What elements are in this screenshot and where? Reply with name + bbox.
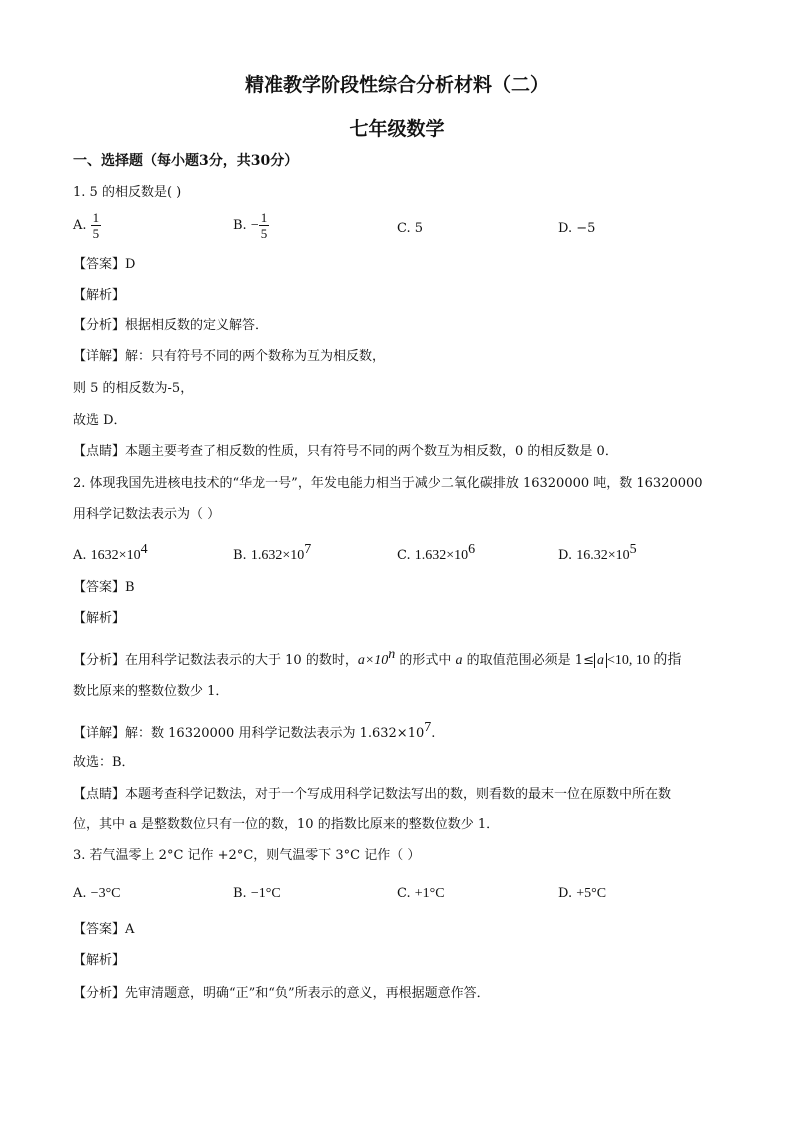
q1-option-a — [73, 210, 101, 241]
fenxi-text: 根据相反数的定义解答． — [125, 318, 269, 333]
q2-option-d — [558, 541, 637, 565]
answer-value: A — [125, 922, 135, 937]
option-letter: D. — [558, 886, 573, 901]
answer-value: D — [125, 257, 136, 272]
q1-option-b — [233, 210, 269, 241]
q3-answer — [73, 921, 134, 939]
q3-analysis-tag: 【解析】 — [73, 953, 126, 968]
q2-dianjing-line2: 位，其中 a 是整数数位只有一位的数，10 的指数比原来的整数位数少 1． — [73, 817, 500, 832]
dianjing-tag: 【点睛】 — [73, 444, 126, 459]
xiangjie-text: . — [431, 726, 436, 741]
exponent: 7 — [424, 720, 432, 735]
option-letter: A. — [73, 886, 87, 901]
option-value: +1°C — [414, 886, 445, 901]
math-expression: a×10 — [357, 653, 389, 668]
option-letter: D. — [558, 548, 573, 563]
fenxi-text: <10, 10 的指 — [606, 653, 682, 668]
q2-fenxi-line2: 数比原来的整数位数少 1． — [73, 684, 229, 699]
option-letter: B. — [233, 548, 247, 563]
xiangjie-text: 解：数 16320000 用科学记数法表示为 1.632×10 — [125, 726, 425, 741]
q1-option-c: C. 5 — [397, 221, 424, 236]
dianjing-text: 本题主要考查了相反数的性质，只有符号不同的两个数互为相反数，0 的相反数是 0． — [125, 444, 618, 459]
q1-line2: 则 5 的相反数为-5， — [73, 381, 194, 396]
math-variable: a — [455, 653, 463, 668]
option-value: 1.632×10 — [250, 548, 305, 563]
exponent: 7 — [304, 542, 312, 557]
document-title: 精准教学阶段性综合分析材料（二） — [244, 74, 549, 96]
q2-fenxi — [73, 646, 681, 670]
q1-fenxi — [73, 317, 268, 335]
q3-fenxi — [73, 985, 490, 1003]
q3-stem: 3. 若气温零上 2°C 记作 +2°C，则气温零下 3°C 记作（ ） — [73, 848, 421, 863]
q3-option-b — [233, 885, 281, 903]
answer-tag: 【答案】 — [73, 580, 126, 595]
option-letter: C. — [397, 548, 411, 563]
answer-value: B — [125, 580, 135, 595]
q2-stem-line2: 用科学记数法表示为（ ） — [73, 507, 221, 522]
q2-answer — [73, 579, 135, 597]
dianjing-tag: 【点睛】 — [73, 787, 126, 802]
q2-option-a — [73, 541, 148, 565]
absolute-value: a — [594, 653, 607, 668]
xiangjie-text: 解：只有符号不同的两个数称为互为相反数， — [125, 349, 386, 364]
option-value: −3°C — [90, 886, 121, 901]
q1-line3: 故选 D． — [73, 413, 127, 428]
option-letter: A. — [73, 218, 87, 233]
option-letter: B. — [233, 218, 247, 233]
fenxi-tag: 【分析】 — [73, 318, 126, 333]
xiangjie-tag: 【详解】 — [73, 349, 126, 364]
option-letter: C. — [397, 886, 411, 901]
fraction — [259, 210, 270, 241]
exponent: n — [388, 647, 396, 662]
numerator: 1 — [92, 210, 100, 225]
exponent: 6 — [468, 542, 476, 557]
answer-tag: 【答案】 — [73, 922, 126, 937]
q2-analysis-tag: 【解析】 — [73, 611, 126, 626]
q1-stem: 1. 5 的相反数是( ) — [73, 185, 182, 200]
q2-option-b — [233, 541, 311, 565]
q1-answer — [73, 256, 135, 274]
q1-option-d: D. −5 — [558, 221, 596, 236]
q2-option-c — [397, 541, 475, 565]
denominator: 5 — [92, 226, 100, 241]
fenxi-tag: 【分析】 — [73, 653, 126, 668]
option-value: −1°C — [250, 886, 281, 901]
option-letter: A. — [73, 548, 87, 563]
q3-option-c — [397, 885, 445, 903]
q1-analysis-tag: 【解析】 — [73, 288, 126, 303]
q2-dianjing — [73, 786, 671, 804]
dianjing-text: 本题考查科学记数法，对于一个写成用科学记数法写出的数，则看数的最末一位在原数中所在数 — [125, 787, 672, 802]
option-letter: B. — [233, 886, 247, 901]
document-subtitle: 七年级数学 — [349, 118, 445, 140]
fenxi-tag: 【分析】 — [73, 986, 126, 1001]
option-value: +5°C — [576, 886, 607, 901]
option-value: 16.32×10 — [576, 548, 630, 563]
option-value: 1.632×10 — [414, 548, 469, 563]
denominator: 5 — [260, 226, 268, 241]
fenxi-text: 的取值范围必须是 1≤ — [462, 653, 594, 668]
fenxi-text: 先审清题意，明确“正”和“负”所表示的意义，再根据题意作答． — [125, 986, 490, 1001]
answer-tag: 【答案】 — [73, 257, 126, 272]
q2-stem: 2. 体现我国先进核电技术的“华龙一号”，年发电能力相当于减少二氧化碳排放 16320000 吨，数 16320000 — [73, 476, 703, 491]
numerator: 1 — [260, 210, 268, 225]
q3-option-d — [558, 885, 606, 903]
xiangjie-tag: 【详解】 — [73, 726, 126, 741]
q1-dianjing — [73, 443, 618, 461]
section-heading: 一、选择题（每小题3分，共30分） — [73, 153, 299, 169]
fraction — [91, 210, 102, 241]
q2-xiangjie — [73, 719, 435, 743]
minus-sign: − — [250, 218, 259, 233]
fenxi-text: 的形式中 — [395, 653, 456, 668]
q3-option-a — [73, 885, 121, 903]
exponent: 4 — [140, 542, 148, 557]
fenxi-text: 在用科学记数法表示的大于 10 的数时， — [125, 653, 358, 668]
q1-xiangjie — [73, 348, 385, 366]
option-value: 1632×10 — [90, 548, 141, 563]
exponent: 5 — [629, 542, 637, 557]
q2-guxuan: 故选：B． — [73, 755, 135, 770]
